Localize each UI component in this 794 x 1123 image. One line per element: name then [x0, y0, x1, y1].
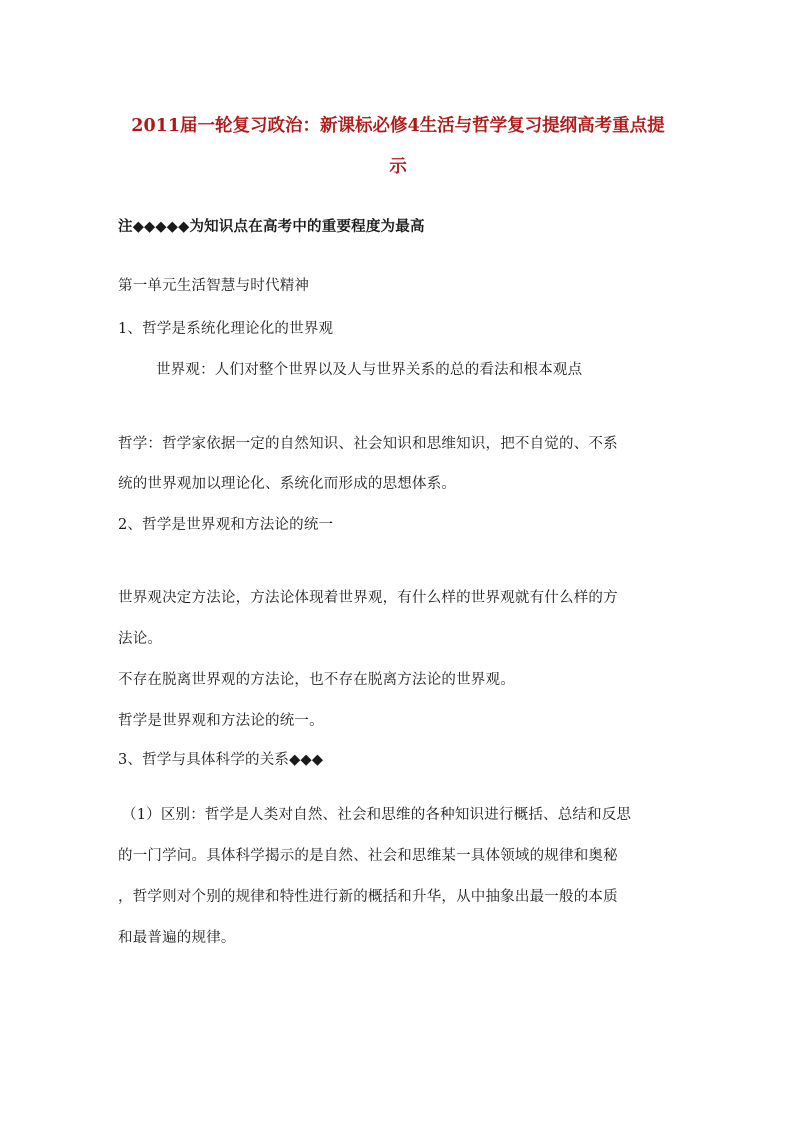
philosophy-definition-line-2: 统的世界观加以理论化、系统化而形成的思想体系。: [118, 476, 457, 492]
worldview-definition: 世界观：人们对整个世界以及人与世界关系的总的看法和根本观点: [156, 362, 583, 378]
section-3-paragraph-line-3: ，哲学则对个别的规律和特性进行新的概括和升华，从中抽象出最一般的本质: [118, 889, 618, 905]
section-2-paragraph-2: 不存在脱离世界观的方法论，也不存在脱离方法论的世界观。: [118, 672, 515, 688]
document-title-line-2: 示: [389, 157, 407, 177]
section-1-heading: 1、哲学是系统化理论化的世界观: [118, 321, 334, 337]
document-title-line-1: 2011届一轮复习政治：新课标必修4生活与哲学复习提纲高考重点提: [131, 116, 665, 136]
section-3-heading: 3、哲学与具体科学的关系◆◆◆: [118, 752, 324, 768]
section-2-paragraph-1-line-2: 法论。: [118, 631, 163, 647]
importance-note: 注◆◆◆◆◆为知识点在高考中的重要程度为最高: [118, 218, 425, 235]
unit-heading: 第一单元生活智慧与时代精神: [118, 278, 310, 294]
section-2-paragraph-1-line-1: 世界观决定方法论，方法论体现着世界观，有什么样的世界观就有什么样的方: [118, 590, 618, 606]
section-2-heading: 2、哲学是世界观和方法论的统一: [118, 517, 334, 533]
section-3-paragraph-line-1: （1）区别：哲学是人类对自然、社会和思维的各种知识进行概括、总结和反思: [122, 807, 632, 823]
section-3-paragraph-line-2: 的一门学问。具体科学揭示的是自然、社会和思维某一具体领域的规律和奥秘: [118, 848, 618, 864]
section-3-paragraph-line-4: 和最普遍的规律。: [118, 930, 236, 946]
section-2-paragraph-3: 哲学是世界观和方法论的统一。: [118, 713, 324, 729]
philosophy-definition-line-1: 哲学：哲学家依据一定的自然知识、社会知识和思维知识，把不自觉的、不系: [118, 436, 618, 452]
